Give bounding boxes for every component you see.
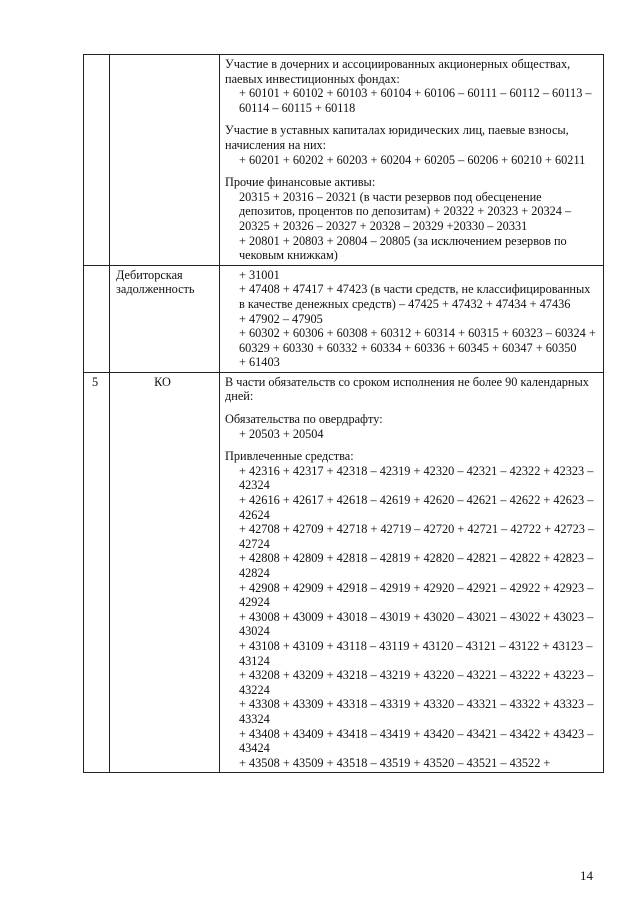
section-heading: Прочие финансовые активы: [225,175,376,190]
formula-cell [220,265,604,372]
formula-line: + 42616 + 42617 + 42618 – 42619 + 42620 – 42621 – 42622 + 42623 – 42624 [239,493,594,522]
formula-line: + 42708 + 42709 + 42718 + 42719 – 42720 + 42721 – 42722 + 42723 – 42724 [239,522,595,551]
formula-line: + 43008 + 43009 + 43018 – 43019 + 43020 – 43021 – 43022 + 43023 – 43024 [239,609,594,639]
formula-line: + 43308 + 43309 + 43318 – 43319 + 43320 – 43321 – 43322 + 43323 – 43324 [239,697,594,726]
formula-line: + 60101 + 60102 + 60103 + 60104 + 60106 – 60111 – 60112 – 60113 – 60114 – 60115 + 60118 [239,86,592,115]
formula-line: + 43208 + 43209 + 43218 – 43219 + 43220 – 43221 – 43222 + 43223 – 43224 [239,668,594,697]
row-number-cell [84,55,110,266]
section-heading: Участие в дочерних и ассоциированных акционерных обществах, паевых инвестиционных фондах: [225,57,571,86]
formula-line: + 60201 + 60202 + 60203 + 60204 + 60205 – 60206 + 60210 + 60211 [239,152,586,167]
table-row-ko [84,372,604,772]
row-label: Дебиторская задолженность [116,267,195,297]
page-number: 14 [580,868,593,883]
formula-line: + 42808 + 42809 + 42818 – 42819 + 42820 – 42821 – 42822 + 42823 – 42824 [239,551,594,580]
table-row-receivables [84,265,604,372]
row-number-cell [84,265,110,372]
section-heading: Участие в уставных капиталах юридических лиц, паевые взносы, начисления на них: [225,123,569,152]
formula-cell [220,372,604,772]
section-intro: В части обязательств со сроком исполнения не более 90 календарных дней: [225,374,589,404]
formula-line: + 61403 [239,355,280,370]
formula-table [83,54,604,773]
formula-line: + 47408 + 47417 + 47423 (в части средств, не классифицированных в качестве денежных средств) – 47425 + 47432 + 47434 + 47436 [239,282,591,311]
formula-line: + 43408 + 43409 + 43418 – 43419 + 43420 – 43421 – 43422 + 43423 – 43424 [239,726,594,756]
formula-line: + 47902 – 47905 [239,311,323,326]
section-heading: Обязательства по овердрафту: [225,412,383,427]
formula-line: + 31001 [239,267,280,282]
formula-line: + 42908 + 42909 + 42918 – 42919 + 42920 – 42921 – 42922 + 42923 – 42924 [239,580,594,610]
formula-line: + 42316 + 42317 + 42318 – 42319 + 42320 – 42321 – 42322 + 42323 – 42324 [239,463,594,493]
row-number-cell [84,372,110,772]
formula-line: + 20801 + 20803 + 20804 – 20805 (за исключением резервов по чековым книжкам) [239,233,567,263]
row-label-cell [110,55,220,266]
formula-line: + 43108 + 43109 + 43118 – 43119 + 43120 – 43121 – 43122 + 43123 – 43124 [239,638,593,668]
formula-line: + 20503 + 20504 [239,426,324,441]
row-number: 5 [92,374,99,389]
table-row-financial-assets [84,55,604,266]
formula-cell [220,55,604,266]
section-heading: Привлеченные средства: [225,449,354,464]
row-label: КО [154,374,171,389]
row-label-cell [110,372,220,772]
formula-line: 20315 + 20316 – 20321 (в части резервов под обесценение депозитов, процентов по депозитам) + 20322 + 20323 + 20324 – 20325 + 20326 – 20327 + 20328 – 20329 +20330 – 20331 [239,189,572,233]
row-label-cell [110,265,220,372]
formula-line: + 60302 + 60306 + 60308 + 60312 + 60314 + 60315 + 60323 – 60324 + 60329 + 60330 + 60332 + 60334 + 60336 + 60345 + 60347 + 60350 [239,326,596,355]
formula-line: + 43508 + 43509 + 43518 – 43519 + 43520 – 43521 – 43522 + [239,755,551,770]
